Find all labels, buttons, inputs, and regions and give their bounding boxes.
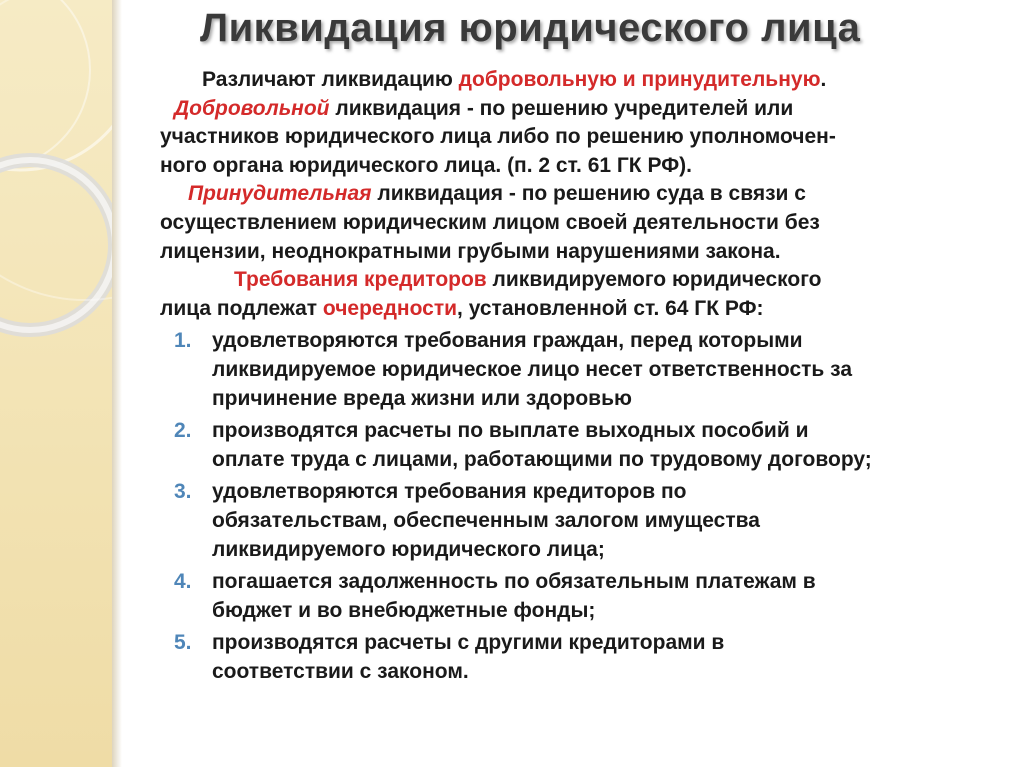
intro-end: . <box>820 68 827 91</box>
creditors-paragraph <box>160 266 1005 323</box>
voluntary-line-1: ликвидация - по решению учредителей или <box>329 96 794 120</box>
intro-start: Различают ликвидацию <box>202 68 459 91</box>
list-line: производятся расчеты с другими кредиторами в <box>212 631 725 655</box>
voluntary-paragraph <box>160 95 1005 181</box>
list-line: ликвидируемого юридического лица; <box>212 537 605 561</box>
voluntary-term: Добровольной <box>174 96 330 120</box>
list-item <box>160 327 1005 413</box>
creditors-term: Требования кредиторов <box>234 268 487 292</box>
list-line: производятся расчеты по выплате выходных пособий и <box>212 419 809 443</box>
forced-term: Принудительная <box>188 182 372 206</box>
list-line: соответствии с законом. <box>212 659 469 683</box>
list-line: погашается задолженность по обязательным платежам в <box>212 570 816 594</box>
list-line: удовлетворяются требования кредиторов по <box>212 480 687 504</box>
list-line: ликвидируемое юридическое лицо несет ответственность за <box>212 357 853 381</box>
page-title: Ликвидация юридического лица <box>200 6 861 50</box>
forced-paragraph <box>160 180 1005 266</box>
forced-line-2: осуществлением юридическим лицом своей деятельности без <box>160 210 820 234</box>
decorative-side-panel <box>0 0 112 767</box>
list-number: 5. <box>174 631 192 655</box>
creditors-term2: очередности <box>322 296 458 320</box>
list-line: оплате труда с лицами, работающими по трудовому договору; <box>212 447 872 471</box>
slide-body <box>160 66 1005 686</box>
list-line: удовлетворяются требования граждан, перед которыми <box>212 329 803 353</box>
side-panel-shadow <box>112 0 122 767</box>
list-item <box>160 417 1005 474</box>
creditors-mid: ликвидируемого юридического <box>486 268 822 292</box>
list-item <box>160 568 1005 625</box>
voluntary-line-2: участников юридического лица либо по решению уполномочен- <box>160 125 836 149</box>
forced-line-1: ликвидация - по решению суда в связи с <box>371 182 806 206</box>
list-number: 2. <box>174 419 192 443</box>
creditor-priority-list <box>160 327 1005 686</box>
list-number: 3. <box>174 480 192 504</box>
creditors-line2-start: лица подлежат <box>160 296 323 320</box>
list-line: причинение вреда жизни или здоровью <box>212 386 632 410</box>
list-number: 4. <box>174 570 192 594</box>
voluntary-line-3: ного органа юридического лица. (п. 2 ст. 61 ГК РФ). <box>160 153 692 177</box>
intro-paragraph <box>160 66 1005 95</box>
creditors-line2-end: , установленной ст. 64 ГК РФ: <box>457 296 764 320</box>
list-item <box>160 478 1005 564</box>
list-line: бюджет и во внебюджетные фонды; <box>212 598 596 622</box>
list-item <box>160 629 1005 686</box>
list-number: 1. <box>174 329 192 353</box>
list-line: обязательствам, обеспеченным залогом имущества <box>212 508 760 532</box>
forced-line-3: лицензии, неоднократными грубыми нарушениями закона. <box>160 239 781 263</box>
decorative-circles-icon <box>0 0 112 767</box>
intro-highlight: добровольную и принудительную <box>458 68 821 91</box>
